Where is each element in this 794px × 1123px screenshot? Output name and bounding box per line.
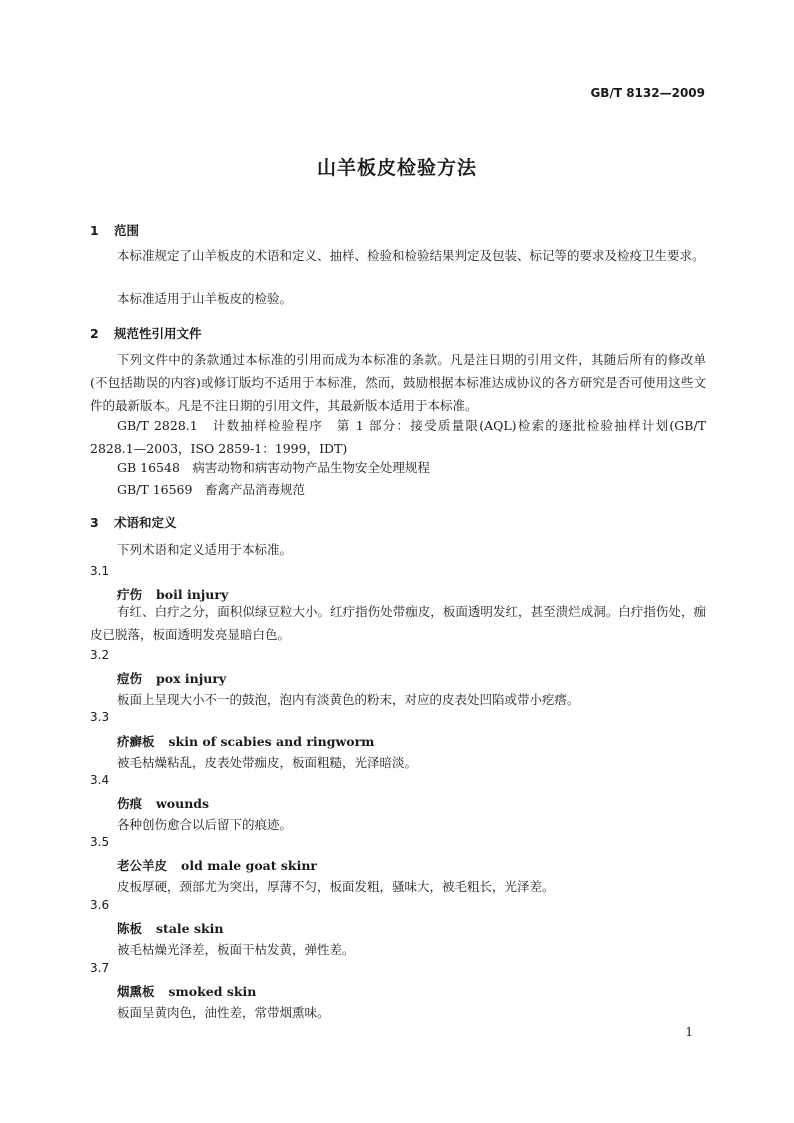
term-definition: 被毛枯燥粘乱，皮表处带痂皮，板面粗糙，光泽暗淡。 [117,755,418,770]
term-number: 3.2 [90,648,110,662]
section-1-paragraph-1: 本标准规定了山羊板皮的术语和定义、抽样、检验和检验结果判定及包装、标记等的要求及检疫卫生要求。 [117,248,705,263]
section-2-heading [90,324,202,342]
document-title: 山羊板皮检验方法 [316,157,477,179]
term-english: wounds [156,796,210,811]
section-3-paragraph-1: 下列术语和定义适用于本标准。 [117,542,293,557]
term-number: 3.6 [90,898,110,912]
reference-item: GB/T 2828.1 计数抽样检验程序 第 1 部分：接受质量限(AQL)检索的逐批检验抽样计划(GB/T 2828.1—2003，ISO 2859-1：1999，IDT) [90,418,706,456]
page-number: 1 [685,1025,693,1039]
section-1-paragraph-2: 本标准适用于山羊板皮的检验。 [117,291,293,306]
term-heading [117,794,209,812]
term-number: 3.1 [90,564,110,578]
term-chinese: 伤痕 [117,796,143,811]
section-2-paragraph-1: 下列文件中的条款通过本标准的引用而成为本标准的条款。凡是注日期的引用文件，其随后所有的修改单(不包括勘误的内容)或修订版均不适用于本标准，然而，鼓励根据本标准达成协议的各方研究是否可使用这些文件的最新版本。凡是不注日期的引用文件，其最新版本适用于本标准。 [90,352,706,413]
term-heading [117,919,224,937]
term-heading [117,982,256,1000]
term-number: 3.4 [90,773,110,787]
term-chinese: 疔伤 [117,587,143,602]
reference-item: GB/T 16569 畜禽产品消毒规范 [117,482,305,497]
term-number: 3.5 [90,835,110,849]
term-heading [117,732,374,750]
term-english: smoked skin [168,984,257,999]
section-number: 1 [90,223,99,238]
section-title: 范围 [114,223,140,238]
section-title: 规范性引用文件 [114,326,202,341]
term-definition: 有红、白疔之分，面积似绿豆粒大小。红疔指伤处带痂皮，板面透明发红，甚至溃烂成洞。白疔指伤处，痂皮已脱落，板面透明发亮显暗白色。 [90,604,706,642]
term-definition: 皮板厚硬，颈部尤为突出，厚薄不匀，板面发粗，骚味大，被毛粗长，光泽差。 [117,879,555,894]
section-title: 术语和定义 [114,515,177,530]
reference-item: GB 16548 病害动物和病害动物产品生物安全处理规程 [117,460,430,475]
term-chinese: 老公羊皮 [117,858,168,873]
term-number: 3.7 [90,961,110,975]
term-definition: 被毛枯燥光泽差，板面干枯发黄，弹性差。 [117,942,355,957]
term-chinese: 疥癣板 [117,734,155,749]
term-heading [117,669,226,687]
term-english: old male goat skinr [181,858,317,873]
term-heading [117,856,317,874]
section-number: 2 [90,326,99,341]
term-chinese: 烟熏板 [117,984,155,999]
section-3-heading [90,513,177,531]
section-number: 3 [90,515,99,530]
term-definition: 各种创伤愈合以后留下的痕迹。 [117,817,293,832]
term-english: boil injury [156,587,229,602]
term-chinese: 痘伤 [117,671,143,686]
term-english: stale skin [156,921,224,936]
section-1-heading [90,221,139,239]
standard-code-header: GB/T 8132—2009 [590,86,705,100]
term-english: skin of scabies and ringworm [168,734,375,749]
term-definition: 板面呈黄肉色，油性差，常带烟熏味。 [117,1005,330,1020]
term-english: pox injury [156,671,227,686]
term-chinese: 陈板 [117,921,143,936]
term-definition: 板面上呈现大小不一的鼓泡，泡内有淡黄色的粉末，对应的皮表处凹陷或带小疙瘩。 [117,692,580,707]
term-number: 3.3 [90,710,110,724]
